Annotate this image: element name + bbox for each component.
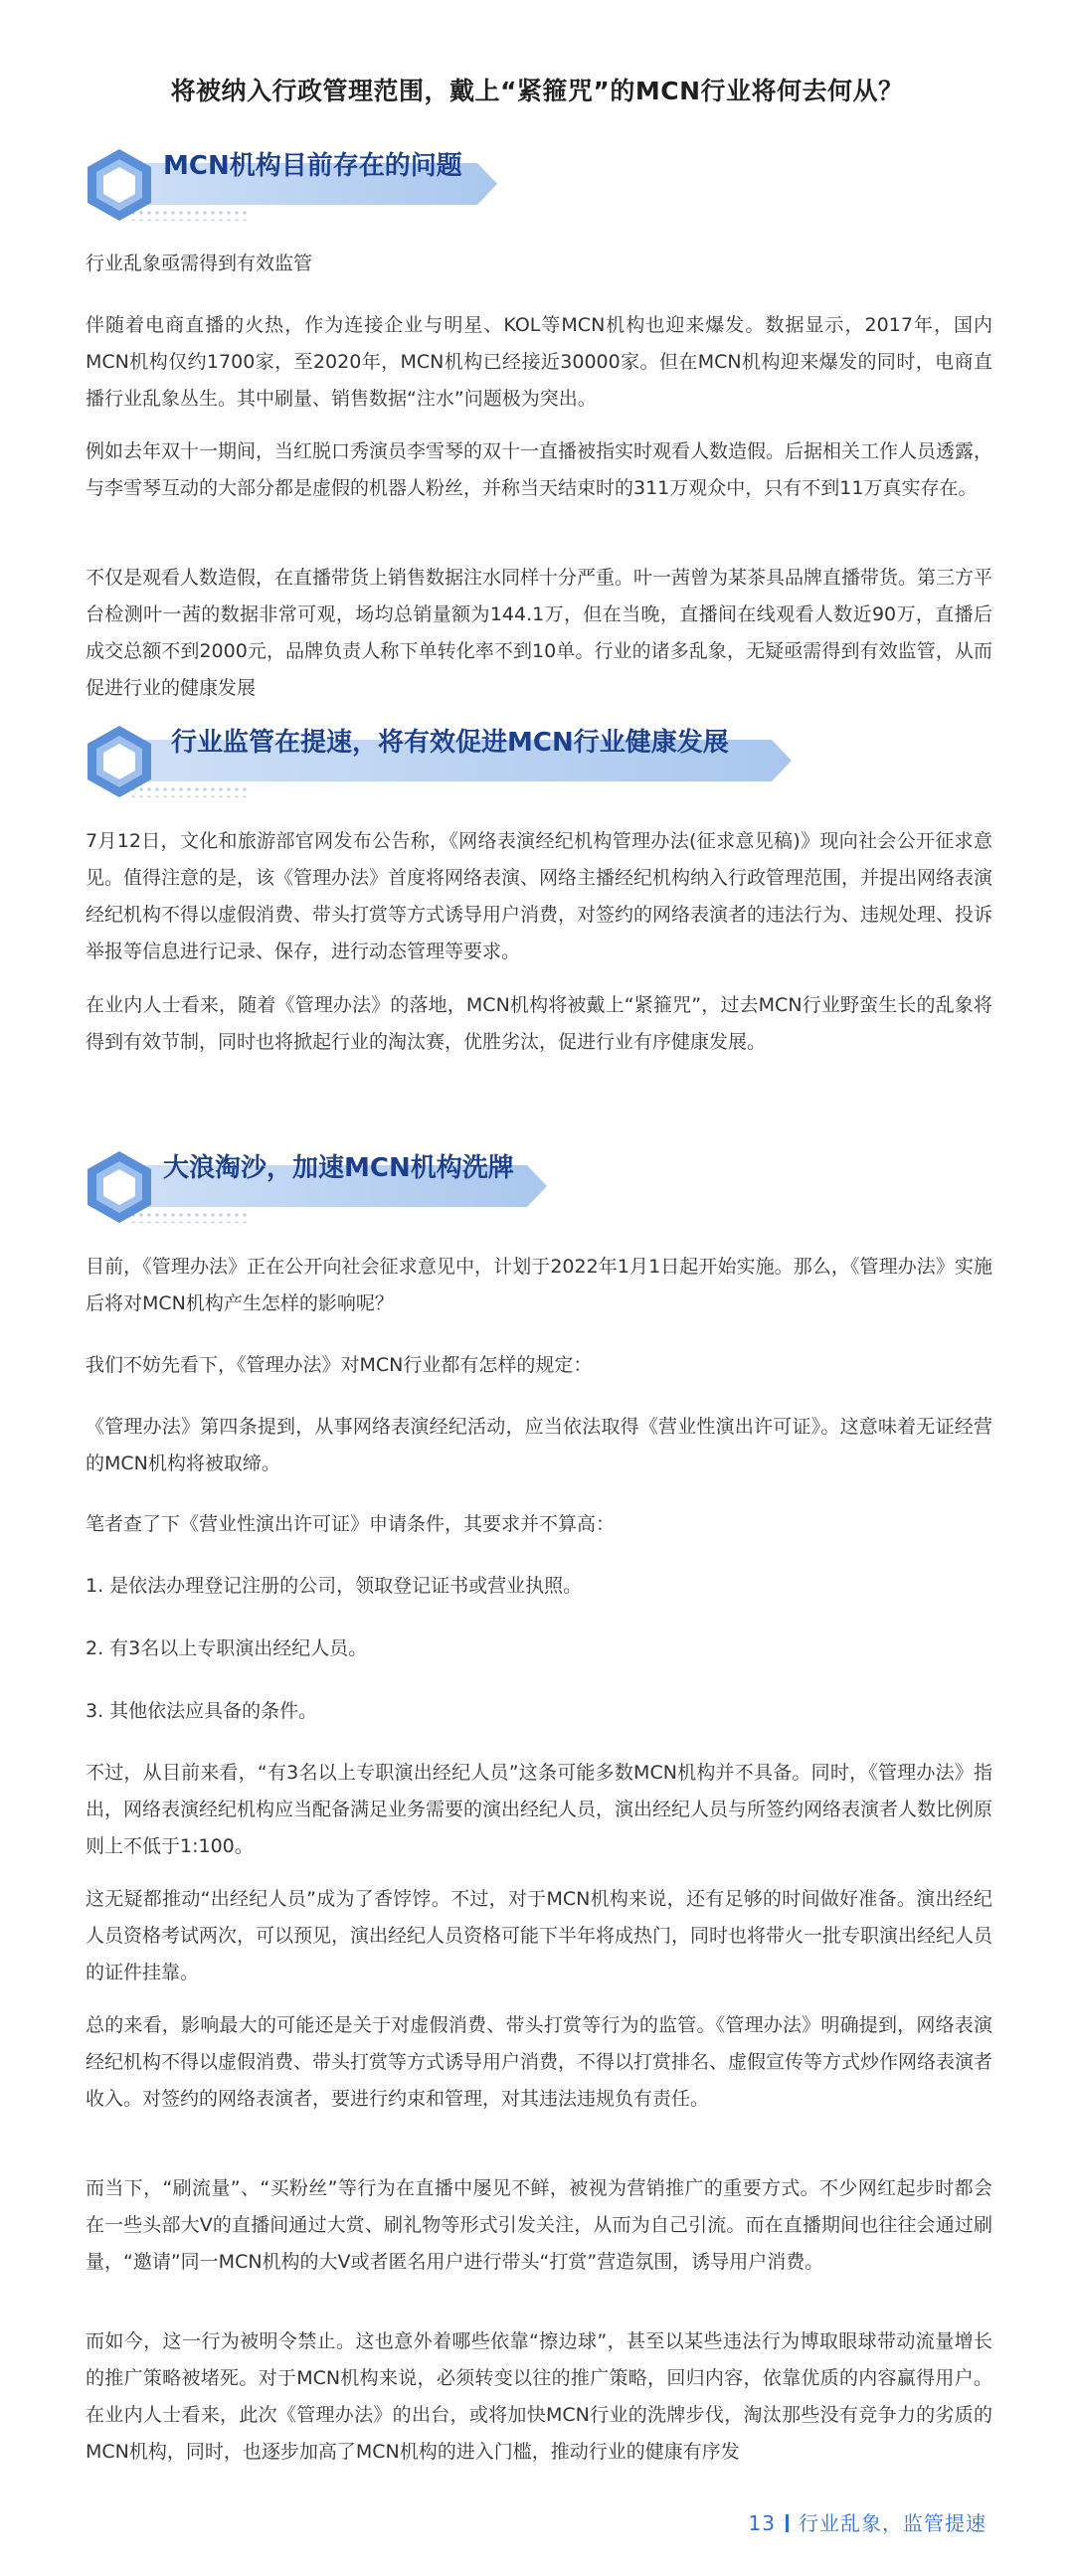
footer-separator xyxy=(786,2514,789,2532)
section-header-3 xyxy=(82,1147,559,1227)
paragraph: 而如今，这一行为被明令禁止。这也意外着哪些依靠“擦边球”，甚至以某些违法行为博取眼球带动流量增长的推广策略被堵死。对于MCN机构来说，必须转变以往的推广策略，回归内容，依靠优质的内容赢得用户。在业内人士看来，此次《管理办法》的出台，或将加快MCN行业的洗牌步伐，淘汰那些没有竞争力的劣质的MCN机构，同时，也逐步加高了MCN机构的进入门槛，推动行业的健康有序发 xyxy=(86,2330,992,2463)
footer-caption: 行业乱象，监管提速 xyxy=(799,2511,986,2535)
list-item: 2. 有3名以上专职演出经纪人员。 xyxy=(86,1637,368,1659)
paragraph: 不仅是观看人数造假，在直播带货上销售数据注水同样十分严重。叶一茜曾为某茶具品牌直播带货。第三方平台检测叶一茜的数据非常可观，场均总销量额为144.1万，但在当晚，直播间在线观看人数近90万，直播后成交总额不到2000元，品牌负责人称下单转化率不到10单。行业的诸多乱象，无疑亟需得到有效监管，从而促进行业的健康发展 xyxy=(86,567,993,699)
paragraph: 而当下，“刷流量”、“买粉丝”等行为在直播中屡见不鲜，被视为营销推广的重要方式。不少网红起步时都会在一些头部大V的直播间通过大赏、刷礼物等形式引发关注，从而为自己引流。而在直播期间也往往会通过刷量，“邀请”同一MCN机构的大V或者匿名用户进行带头“打赏”营造氛围，诱导用户消费。 xyxy=(86,2177,992,2273)
paragraph: 伴随着电商直播的火热，作为连接企业与明星、KOL等MCN机构也迎来爆发。数据显示，2017年，国内MCN机构仅约1700家，至2020年，MCN机构已经接近30000家。但在MCN机构迎来爆发的同时，电商直播行业乱象丛生。其中刷量、销售数据“注水”问题极为突出。 xyxy=(86,314,992,410)
paragraph: 不过，从目前来看，“有3名以上专职演出经纪人员”这条可能多数MCN机构并不具备。同时，《管理办法》指出，网络表演经纪机构应当配备满足业务需要的演出经纪人员，演出经纪人员与所签约网络表演者人数比例原则上不低于1:100。 xyxy=(86,1762,993,1857)
section-header-2 xyxy=(82,722,798,801)
paragraph: 7月12日，文化和旅游部官网发布公告称，《网络表演经纪机构管理办法(征求意见稿)》现向社会公开征求意见。值得注意的是，该《管理办法》首度将网络表演、网络主播经纪机构纳入行政管理范围，并提出网络表演经纪机构不得以虚假消费、带头打赏等方式诱导用户消费，对签约的网络表演者的违法行为、违规处理、投诉举报等信息进行记录、保存，进行动态管理等要求。 xyxy=(86,830,993,962)
paragraph: 例如去年双十一期间，当红脱口秀演员李雪琴的双十一直播被指实时观看人数造假。后据相关工作人员透露，与李雪琴互动的大部分都是虚假的机器人粉丝，并称当天结束时的311万观众中，只有不到11万真实存在。 xyxy=(86,440,993,499)
page-footer xyxy=(749,2507,986,2536)
paragraph: 这无疑都推动“出经纪人员”成为了香饽饽。不过，对于MCN机构来说，还有足够的时间做好准备。演出经纪人员资格考试两次，可以预见，演出经纪人员资格可能下半年将成热门，同时也将带火一批专职演出经纪人员的证件挂靠。 xyxy=(86,1888,993,1983)
paragraph: 行业乱象亟需得到有效监管 xyxy=(86,253,313,274)
list-item: 3. 其他依法应具备的条件。 xyxy=(86,1700,318,1722)
hexagon-icon xyxy=(82,722,157,801)
paragraph: 在业内人士看来，随着《管理办法》的落地，MCN机构将被戴上“紧箍咒”，过去MCN行业野蛮生长的乱象将得到有效节制，同时也将掀起行业的淘汰赛，优胜劣汰，促进行业有序健康发展。 xyxy=(86,994,992,1053)
hexagon-icon xyxy=(82,145,157,225)
list-item: 1. 是依法办理登记注册的公司，领取登记证书或营业执照。 xyxy=(86,1575,583,1597)
section-heading: 行业监管在提速，将有效促进MCN行业健康发展 xyxy=(171,728,729,758)
section-heading: 大浪淘沙，加速MCN机构洗牌 xyxy=(163,1153,514,1183)
page-number: 13 xyxy=(748,2511,776,2535)
paragraph: 笔者查了下《营业性演出许可证》申请条件，其要求并不算高： xyxy=(86,1513,616,1535)
section-header-1 xyxy=(82,145,499,225)
paragraph: 《管理办法》第四条提到，从事网络表演经纪活动，应当依法取得《营业性演出许可证》。这意味着无证经营的MCN机构将被取缔。 xyxy=(86,1416,992,1474)
page-title: 将被纳入行政管理范围，戴上“紧箍咒”的MCN行业将何去何从？ xyxy=(170,77,904,105)
hexagon-icon xyxy=(82,1147,157,1227)
paragraph: 我们不妨先看下，《管理办法》对MCN行业都有怎样的规定： xyxy=(86,1354,593,1376)
section-heading: MCN机构目前存在的问题 xyxy=(163,151,462,181)
paragraph: 总的来看，影响最大的可能还是关于对虚假消费、带头打赏等行为的监管。《管理办法》明确提到，网络表演经纪机构不得以虚假消费、带头打赏等方式诱导用户消费，不得以打赏排名、虚假宣传等方式炒作网络表演者收入。对签约的网络表演者，要进行约束和管理，对其违法违规负有责任。 xyxy=(86,2014,993,2110)
paragraph: 目前，《管理办法》正在公开向社会征求意见中，计划于2022年1月1日起开始实施。那么，《管理办法》实施后将对MCN机构产生怎样的影响呢？ xyxy=(86,1256,992,1314)
